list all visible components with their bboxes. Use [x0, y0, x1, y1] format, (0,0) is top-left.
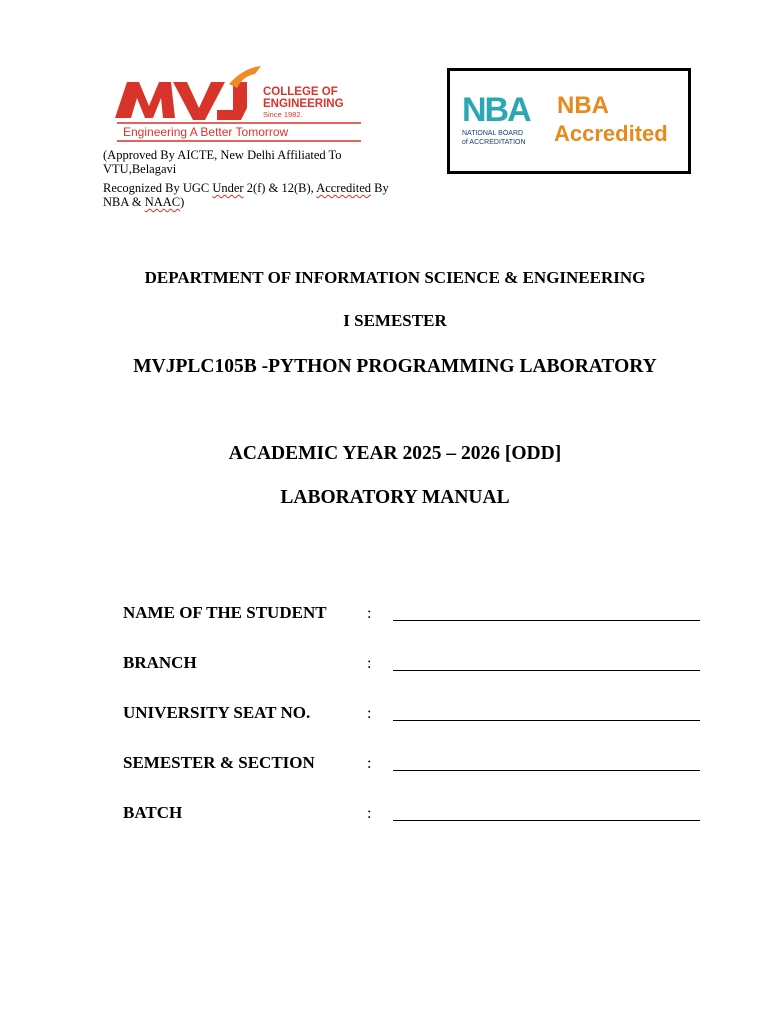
recognition-text: Recognized By UGC [103, 181, 213, 195]
semester-section-blank-line[interactable] [393, 770, 700, 771]
nba-logo-graphic [450, 71, 688, 171]
field-label-semester-section: SEMESTER & SECTION [123, 753, 315, 772]
nba-accredited-text: Accredited [554, 121, 668, 146]
logo-since: Since 1982. [263, 110, 303, 119]
department-heading: DEPARTMENT OF INFORMATION SCIENCE & ENGINEERING [144, 268, 646, 287]
nba-logo-letters: NBA [462, 91, 530, 129]
nba-board-line1: NATIONAL BOARD [462, 130, 524, 137]
affiliation-line-1: (Approved By AICTE, New Delhi Affiliated To [103, 148, 342, 162]
logo-college-line2: ENGINEERING [263, 98, 344, 110]
spell-flag-naac: NAAC [144, 195, 181, 209]
nba-accredited-badge [447, 68, 691, 174]
recognition-line-2 [103, 195, 184, 210]
field-label-batch: BATCH [123, 803, 183, 822]
spell-flag-accredited: Accredited [316, 181, 371, 195]
student-name-blank-line[interactable] [393, 620, 700, 621]
recognition-text-3: By [371, 181, 389, 195]
mvj-college-logo [113, 62, 365, 144]
field-label-student-name: NAME OF THE STUDENT [123, 603, 327, 622]
nba-board-line2: of ACCREDITATION [462, 139, 526, 146]
recognition-line [103, 181, 389, 196]
logo-college-line1: COLLEGE OF [263, 86, 338, 98]
nba-title: NBA [557, 92, 609, 119]
field-label-branch: BRANCH [123, 653, 197, 672]
field-colon: : [367, 705, 372, 722]
field-colon: : [367, 605, 372, 622]
field-label-seat-no: UNIVERSITY SEAT NO. [123, 703, 311, 722]
branch-blank-line[interactable] [393, 670, 700, 671]
seat-no-blank-line[interactable] [393, 720, 700, 721]
batch-blank-line[interactable] [393, 820, 700, 821]
field-colon: : [367, 655, 372, 672]
academic-year: ACADEMIC YEAR 2025 – 2026 [ODD] [228, 443, 562, 464]
field-colon: : [367, 755, 372, 772]
recognition-close: ) [180, 195, 185, 209]
affiliation-line-2: VTU,Belagavi [103, 162, 177, 176]
logo-tagline: Engineering A Better Tomorrow [123, 125, 289, 139]
semester-heading: I SEMESTER [343, 311, 447, 330]
recognition-nba: NBA & [103, 195, 145, 209]
spell-flag-under: Under [212, 181, 244, 195]
field-colon: : [367, 805, 372, 822]
course-title: MVJPLC105B -PYTHON PROGRAMMING LABORATORY [133, 356, 657, 377]
recognition-text-2: 2(f) & 12(B), [243, 181, 317, 195]
manual-title: LABORATORY MANUAL [280, 487, 510, 508]
